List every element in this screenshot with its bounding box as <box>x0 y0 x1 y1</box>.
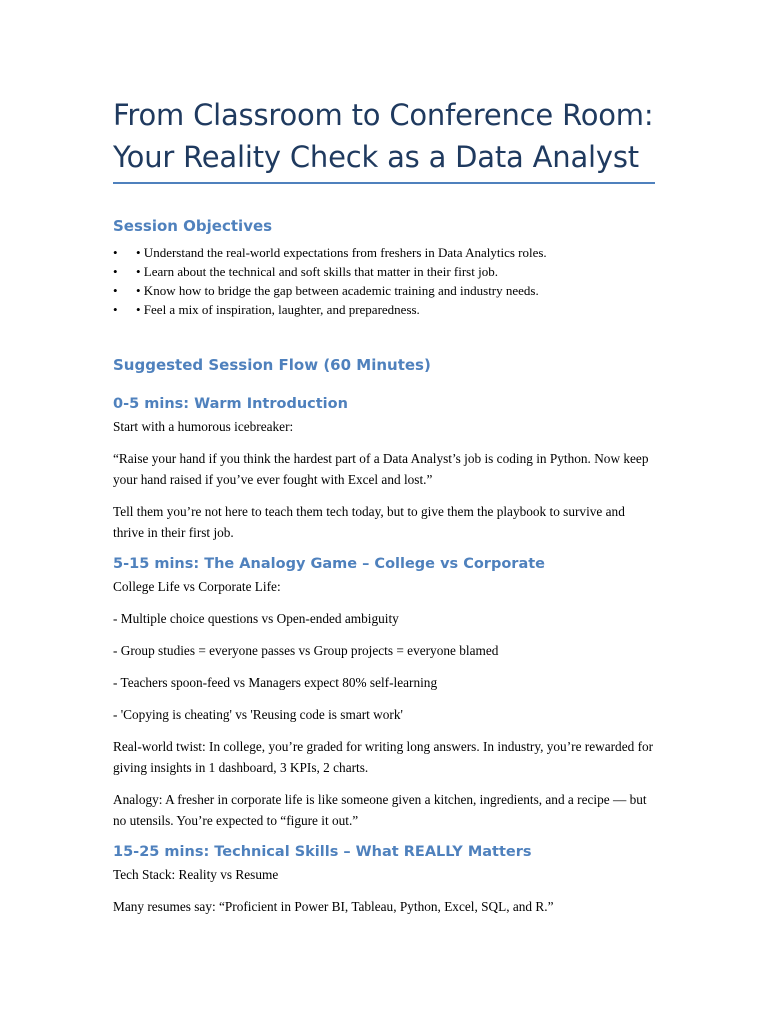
paragraph: Many resumes say: “Proficient in Power BI, Tableau, Python, Excel, SQL, and R.” <box>113 899 554 914</box>
list-item <box>113 243 655 262</box>
paragraph: Tech Stack: Reality vs Resume <box>113 867 279 882</box>
paragraph: Analogy: A fresher in corporate life is like someone given a kitchen, ingredients, and a recipe — but no utensils. You’re expected to “figure it out.” <box>113 792 647 828</box>
list-item <box>113 300 655 319</box>
list-item <box>113 281 655 300</box>
bullet-icon: • <box>113 245 118 260</box>
bullet-icon: • <box>113 264 118 279</box>
heading-session-flow: Suggested Session Flow (60 Minutes) <box>113 356 431 374</box>
title-line-1: From Classroom to Conference Room: <box>113 98 654 132</box>
list-item-text: • Understand the real-world expectations from freshers in Data Analytics roles. <box>136 245 547 260</box>
heading-analogy-game: 5-15 mins: The Analogy Game – College vs Corporate <box>113 556 545 572</box>
title-underline <box>113 182 655 184</box>
list-item <box>113 262 655 281</box>
document-title <box>113 0 655 178</box>
paragraph: - Group studies = everyone passes vs Group projects = everyone blamed <box>113 643 499 658</box>
list-item-text: • Know how to bridge the gap between academic training and industry needs. <box>136 283 539 298</box>
paragraph: Start with a humorous icebreaker: <box>113 419 294 434</box>
heading-warm-introduction: 0-5 mins: Warm Introduction <box>113 396 348 412</box>
paragraph: - 'Copying is cheating' vs 'Reusing code is smart work' <box>113 707 403 722</box>
bullet-icon: • <box>113 283 118 298</box>
bullet-icon: • <box>113 302 118 317</box>
paragraph: - Multiple choice questions vs Open-ended ambiguity <box>113 611 399 626</box>
objectives-list <box>113 243 655 319</box>
paragraph: - Teachers spoon-feed vs Managers expect 80% self-learning <box>113 675 438 690</box>
paragraph: “Raise your hand if you think the hardest part of a Data Analyst’s job is coding in Python. Now keep your hand raised if you’ve ever fought with Excel and lost.” <box>113 451 649 487</box>
heading-technical-skills: 15-25 mins: Technical Skills – What REALLY Matters <box>113 844 532 860</box>
list-item-text: • Learn about the technical and soft skills that matter in their first job. <box>136 264 498 279</box>
paragraph: Real-world twist: In college, you’re graded for writing long answers. In industry, you’re rewarded for giving insights in 1 dashboard, 3 KPIs, 2 charts. <box>113 739 654 775</box>
paragraph: College Life vs Corporate Life: <box>113 579 281 594</box>
paragraph: Tell them you’re not here to teach them tech today, but to give them the playbook to survive and thrive in their first job. <box>113 504 625 540</box>
heading-session-objectives: Session Objectives <box>113 217 273 235</box>
title-line-2: Your Reality Check as a Data Analyst <box>113 140 639 174</box>
list-item-text: • Feel a mix of inspiration, laughter, and preparedness. <box>136 302 420 317</box>
